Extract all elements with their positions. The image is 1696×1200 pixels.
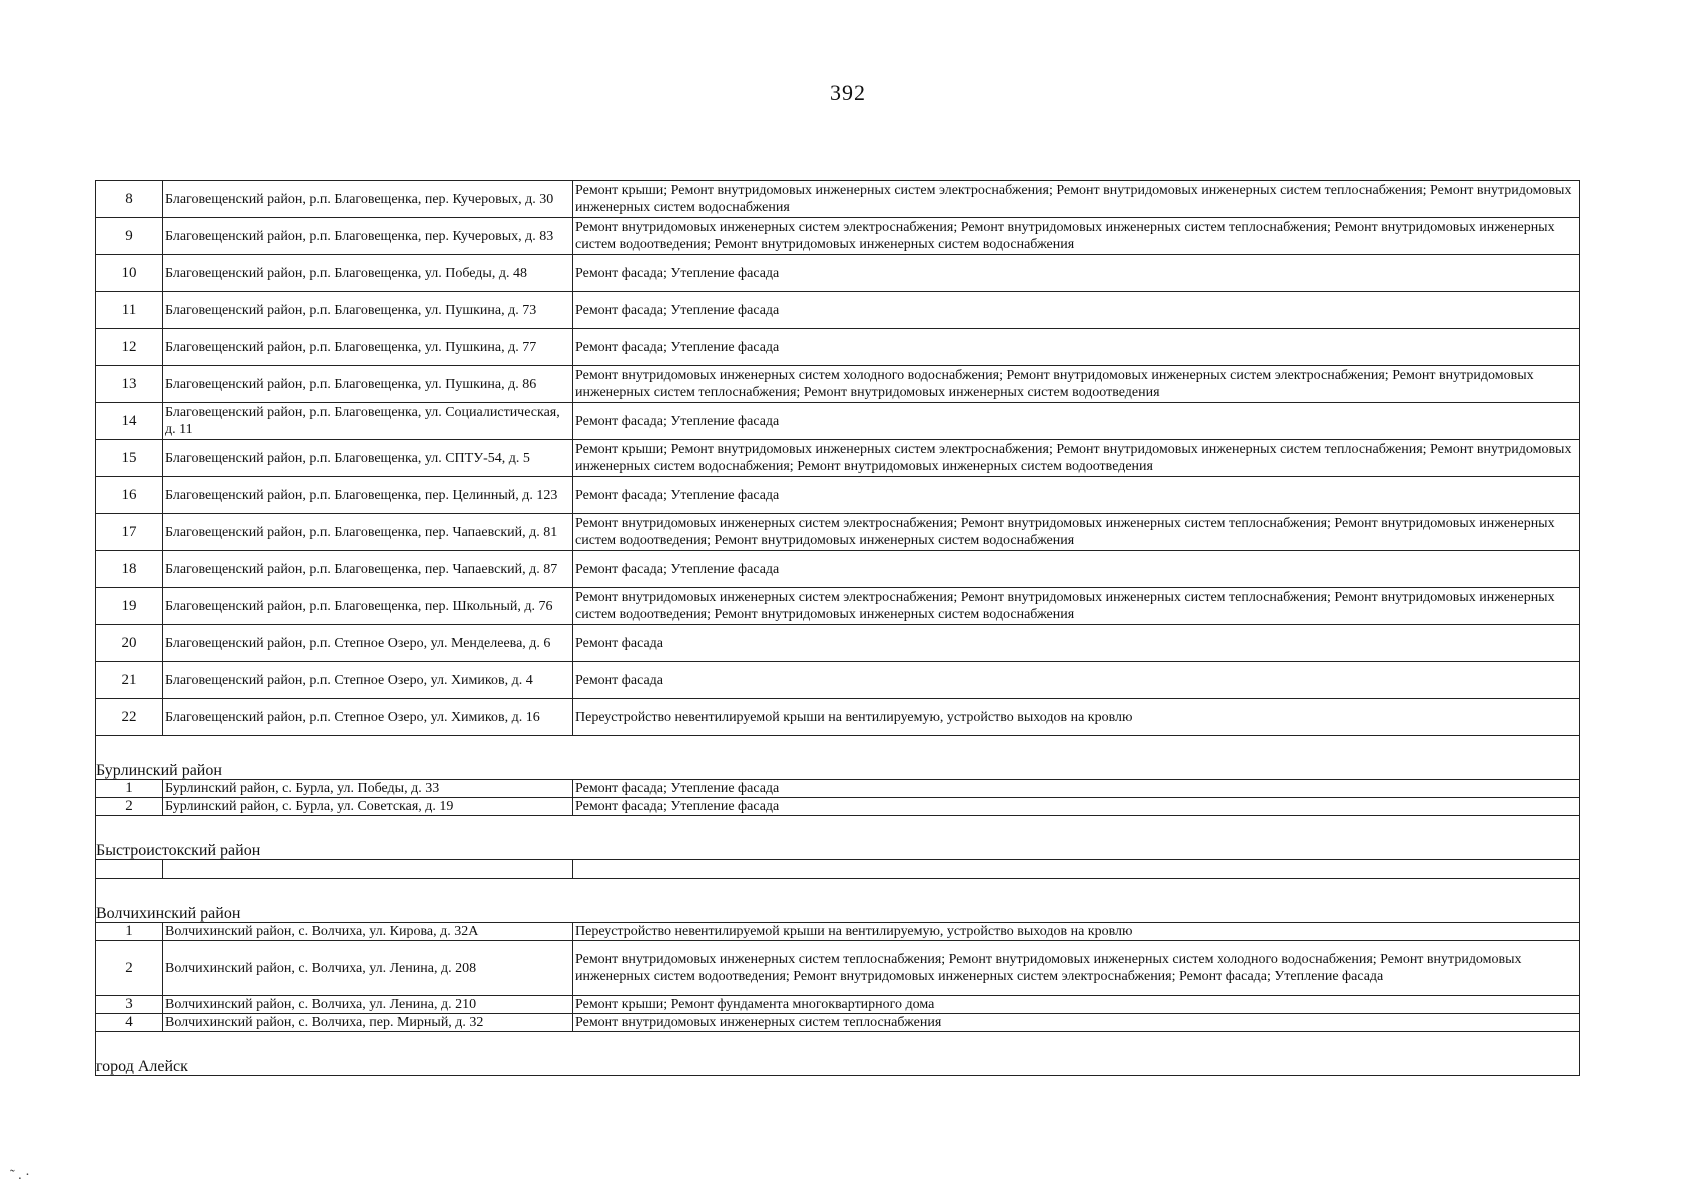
row-works: Ремонт фасада; Утепление фасада [573, 255, 1580, 292]
row-address: Волчихинский район, с. Волчиха, ул. Ленина, д. 208 [163, 941, 573, 996]
row-works: Ремонт фасада; Утепление фасада [573, 292, 1580, 329]
table-row [96, 218, 1580, 255]
row-address: Благовещенский район, р.п. Благовещенка, пер. Кучеровых, д. 30 [163, 181, 573, 218]
table-row [96, 255, 1580, 292]
row-address: Благовещенский район, р.п. Благовещенка, ул. СПТУ-54, д. 5 [163, 440, 573, 477]
row-works: Переустройство невентилируемой крыши на вентилируемую, устройство выходов на кровлю [573, 699, 1580, 736]
row-works: Ремонт фасада; Утепление фасада [573, 403, 1580, 440]
row-address: Благовещенский район, р.п. Благовещенка, пер. Целинный, д. 123 [163, 477, 573, 514]
row-works: Ремонт внутридомовых инженерных систем холодного водоснабжения; Ремонт внутридомовых инженерных систем электроснабжения; Ремонт внутридомовых инженерных систем теплоснабжения; Ремонт внутридомовых инженерных систем водоотведения [573, 366, 1580, 403]
row-works: Ремонт фасада [573, 625, 1580, 662]
row-number: 3 [96, 996, 163, 1014]
table-row [96, 1014, 1580, 1032]
row-number: 19 [96, 588, 163, 625]
row-number: 10 [96, 255, 163, 292]
table-row [96, 798, 1580, 816]
row-works: Ремонт фасада [573, 662, 1580, 699]
row-address: Волчихинский район, с. Волчиха, ул. Кирова, д. 32А [163, 923, 573, 941]
row-address: Благовещенский район, р.п. Благовещенка, пер. Чапаевский, д. 87 [163, 551, 573, 588]
table-row [96, 329, 1580, 366]
row-address: Благовещенский район, р.п. Благовещенка, ул. Пушкина, д. 77 [163, 329, 573, 366]
row-works: Ремонт крыши; Ремонт фундамента многоквартирного дома [573, 996, 1580, 1014]
row-address: Благовещенский район, р.п. Благовещенка, пер. Кучеровых, д. 83 [163, 218, 573, 255]
row-address: Благовещенский район, р.п. Степное Озеро, ул. Химиков, д. 16 [163, 699, 573, 736]
row-works: Ремонт внутридомовых инженерных систем теплоснабжения; Ремонт внутридомовых инженерных систем холодного водоснабжения; Ремонт внутридомовых инженерных систем водоотведения; Ремонт внутридомовых инженерных систем электроснабжения; Ремонт фасада; Утепление фасада [573, 941, 1580, 996]
table-row [96, 996, 1580, 1014]
district-title: Бурлинский район [96, 736, 1580, 780]
empty-cell [573, 860, 1580, 879]
table-row [96, 292, 1580, 329]
row-number: 15 [96, 440, 163, 477]
row-works: Переустройство невентилируемой крыши на вентилируемую, устройство выходов на кровлю [573, 923, 1580, 941]
row-number: 18 [96, 551, 163, 588]
row-works: Ремонт крыши; Ремонт внутридомовых инженерных систем электроснабжения; Ремонт внутридомовых инженерных систем теплоснабжения; Ремонт внутридомовых инженерных систем водоснабжения [573, 181, 1580, 218]
district-header-row [96, 879, 1580, 923]
scan-artifact: ˜ . · [10, 1168, 30, 1183]
empty-cell [163, 860, 573, 879]
table-row [96, 514, 1580, 551]
table-row [96, 551, 1580, 588]
row-works: Ремонт внутридомовых инженерных систем теплоснабжения [573, 1014, 1580, 1032]
row-number: 1 [96, 780, 163, 798]
table-row [96, 699, 1580, 736]
empty-row [96, 860, 1580, 879]
district-header-row [96, 736, 1580, 780]
row-number: 8 [96, 181, 163, 218]
row-works: Ремонт фасада; Утепление фасада [573, 551, 1580, 588]
row-address: Волчихинский район, с. Волчиха, ул. Ленина, д. 210 [163, 996, 573, 1014]
row-works: Ремонт фасада; Утепление фасада [573, 798, 1580, 816]
row-address: Благовещенский район, р.п. Благовещенка, ул. Победы, д. 48 [163, 255, 573, 292]
table-row [96, 662, 1580, 699]
row-number: 13 [96, 366, 163, 403]
table-row [96, 588, 1580, 625]
district-title: Быстроистокский район [96, 816, 1580, 860]
row-address: Бурлинский район, с. Бурла, ул. Победы, д. 33 [163, 780, 573, 798]
page-number: 392 [830, 80, 866, 105]
row-number: 2 [96, 798, 163, 816]
row-number: 14 [96, 403, 163, 440]
empty-cell [96, 860, 163, 879]
row-works: Ремонт внутридомовых инженерных систем электроснабжения; Ремонт внутридомовых инженерных систем теплоснабжения; Ремонт внутридомовых инженерных систем водоотведения; Ремонт внутридомовых инженерных систем водоснабжения [573, 218, 1580, 255]
row-address: Благовещенский район, р.п. Благовещенка, пер. Школьный, д. 76 [163, 588, 573, 625]
row-address: Благовещенский район, р.п. Благовещенка, ул. Пушкина, д. 86 [163, 366, 573, 403]
row-works: Ремонт внутридомовых инженерных систем электроснабжения; Ремонт внутридомовых инженерных систем теплоснабжения; Ремонт внутридомовых инженерных систем водоотведения; Ремонт внутридомовых инженерных систем водоснабжения [573, 514, 1580, 551]
row-works: Ремонт фасада; Утепление фасада [573, 329, 1580, 366]
row-number: 16 [96, 477, 163, 514]
table-row [96, 477, 1580, 514]
district-header-row [96, 1032, 1580, 1076]
row-number: 12 [96, 329, 163, 366]
row-address: Благовещенский район, р.п. Благовещенка, ул. Социалистическая, д. 11 [163, 403, 573, 440]
row-address: Благовещенский район, р.п. Благовещенка, ул. Пушкина, д. 73 [163, 292, 573, 329]
district-title: город Алейск [96, 1032, 1580, 1076]
table-row [96, 440, 1580, 477]
table-row [96, 181, 1580, 218]
row-works: Ремонт фасада; Утепление фасада [573, 780, 1580, 798]
row-works: Ремонт внутридомовых инженерных систем электроснабжения; Ремонт внутридомовых инженерных систем теплоснабжения; Ремонт внутридомовых инженерных систем водоотведения; Ремонт внутридомовых инженерных систем водоснабжения [573, 588, 1580, 625]
row-number: 9 [96, 218, 163, 255]
row-number: 17 [96, 514, 163, 551]
row-works: Ремонт крыши; Ремонт внутридомовых инженерных систем электроснабжения; Ремонт внутридомовых инженерных систем теплоснабжения; Ремонт внутридомовых инженерных систем водоснабжения; Ремонт внутридомовых инженерных систем водоотведения [573, 440, 1580, 477]
table-row [96, 923, 1580, 941]
row-address: Волчихинский район, с. Волчиха, пер. Мирный, д. 32 [163, 1014, 573, 1032]
row-works: Ремонт фасада; Утепление фасада [573, 477, 1580, 514]
district-header-row [96, 816, 1580, 860]
row-address: Благовещенский район, р.п. Степное Озеро, ул. Химиков, д. 4 [163, 662, 573, 699]
table-row [96, 780, 1580, 798]
row-number: 22 [96, 699, 163, 736]
table-row [96, 403, 1580, 440]
housing-repair-table [95, 180, 1580, 1076]
row-number: 11 [96, 292, 163, 329]
table-row [96, 625, 1580, 662]
district-title: Волчихинский район [96, 879, 1580, 923]
row-number: 20 [96, 625, 163, 662]
table-row [96, 941, 1580, 996]
row-number: 21 [96, 662, 163, 699]
table-row [96, 366, 1580, 403]
row-address: Благовещенский район, р.п. Благовещенка, пер. Чапаевский, д. 81 [163, 514, 573, 551]
row-number: 4 [96, 1014, 163, 1032]
row-number: 2 [96, 941, 163, 996]
row-number: 1 [96, 923, 163, 941]
row-address: Бурлинский район, с. Бурла, ул. Советская, д. 19 [163, 798, 573, 816]
row-address: Благовещенский район, р.п. Степное Озеро, ул. Менделеева, д. 6 [163, 625, 573, 662]
